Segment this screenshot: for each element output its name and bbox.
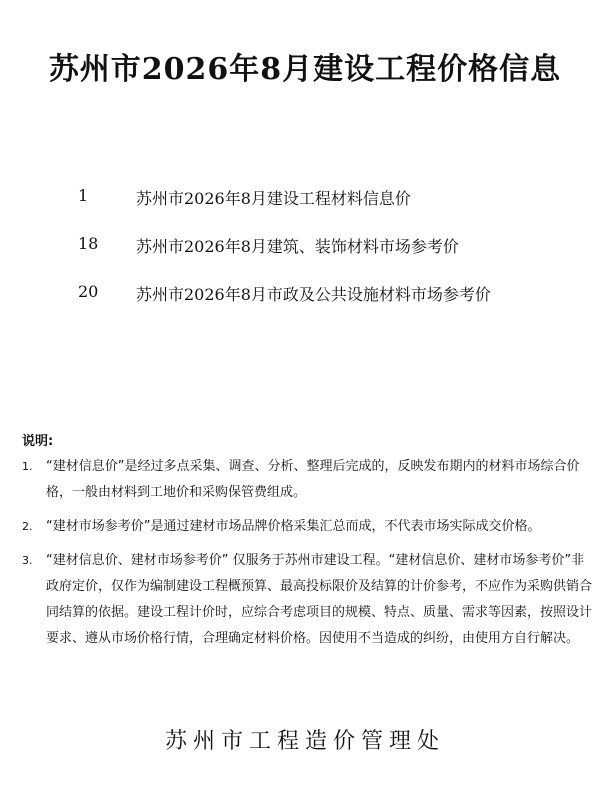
note-item [22, 514, 600, 540]
note-text: “建材市场参考价”是通过建材市场品牌价格采集汇总而成，不代表市场实际成交价格。 [46, 519, 541, 534]
table-of-contents [78, 186, 578, 330]
note-number: 3. [22, 554, 33, 567]
toc-entry-title: 苏州市2026年8月建设工程材料信息价 [136, 189, 411, 208]
note-number: 1. [22, 460, 33, 473]
notes-section [22, 432, 600, 660]
note-text: “建材信息价”是经过多点采集、调查、分析、整理后完成的，反映发布期内的材料市场综合价格，一般由材料到工地价和采购保管费组成。 [46, 459, 580, 500]
toc-page-number: 18 [78, 234, 99, 253]
page-title: 苏州市2026年8月建设工程价格信息 [48, 52, 562, 87]
toc-page-number: 20 [78, 282, 99, 301]
note-item [22, 454, 600, 506]
note-item [22, 548, 600, 652]
toc-entry[interactable] [78, 282, 578, 330]
notes-heading: 说明: [22, 434, 54, 449]
toc-page-number: 1 [78, 186, 89, 205]
note-text: “建材信息价、建材市场参考价” 仅服务于苏州市建设工程。“建材信息价、建材市场参考价”非政府定价，仅作为编制建设工程概预算、最高投标限价及结算的计价参考，不应作为采购供销合同结算的依据。建设工程计价时，应综合考虑项目的规模、特点、质量、需求等因素，按照设计要求、遵从市场价格行情，合理确定材料价格。因使用不当造成的纠纷，由使用方自行解决。 [46, 553, 593, 646]
toc-entry-title: 苏州市2026年8月市政及公共设施材料市场参考价 [136, 285, 491, 304]
toc-entry[interactable] [78, 186, 578, 234]
toc-entry-title: 苏州市2026年8月建筑、装饰材料市场参考价 [136, 237, 459, 256]
issuer-name: 苏州市工程造价管理处 [164, 729, 445, 754]
note-number: 2. [22, 520, 33, 533]
toc-entry[interactable] [78, 234, 578, 282]
